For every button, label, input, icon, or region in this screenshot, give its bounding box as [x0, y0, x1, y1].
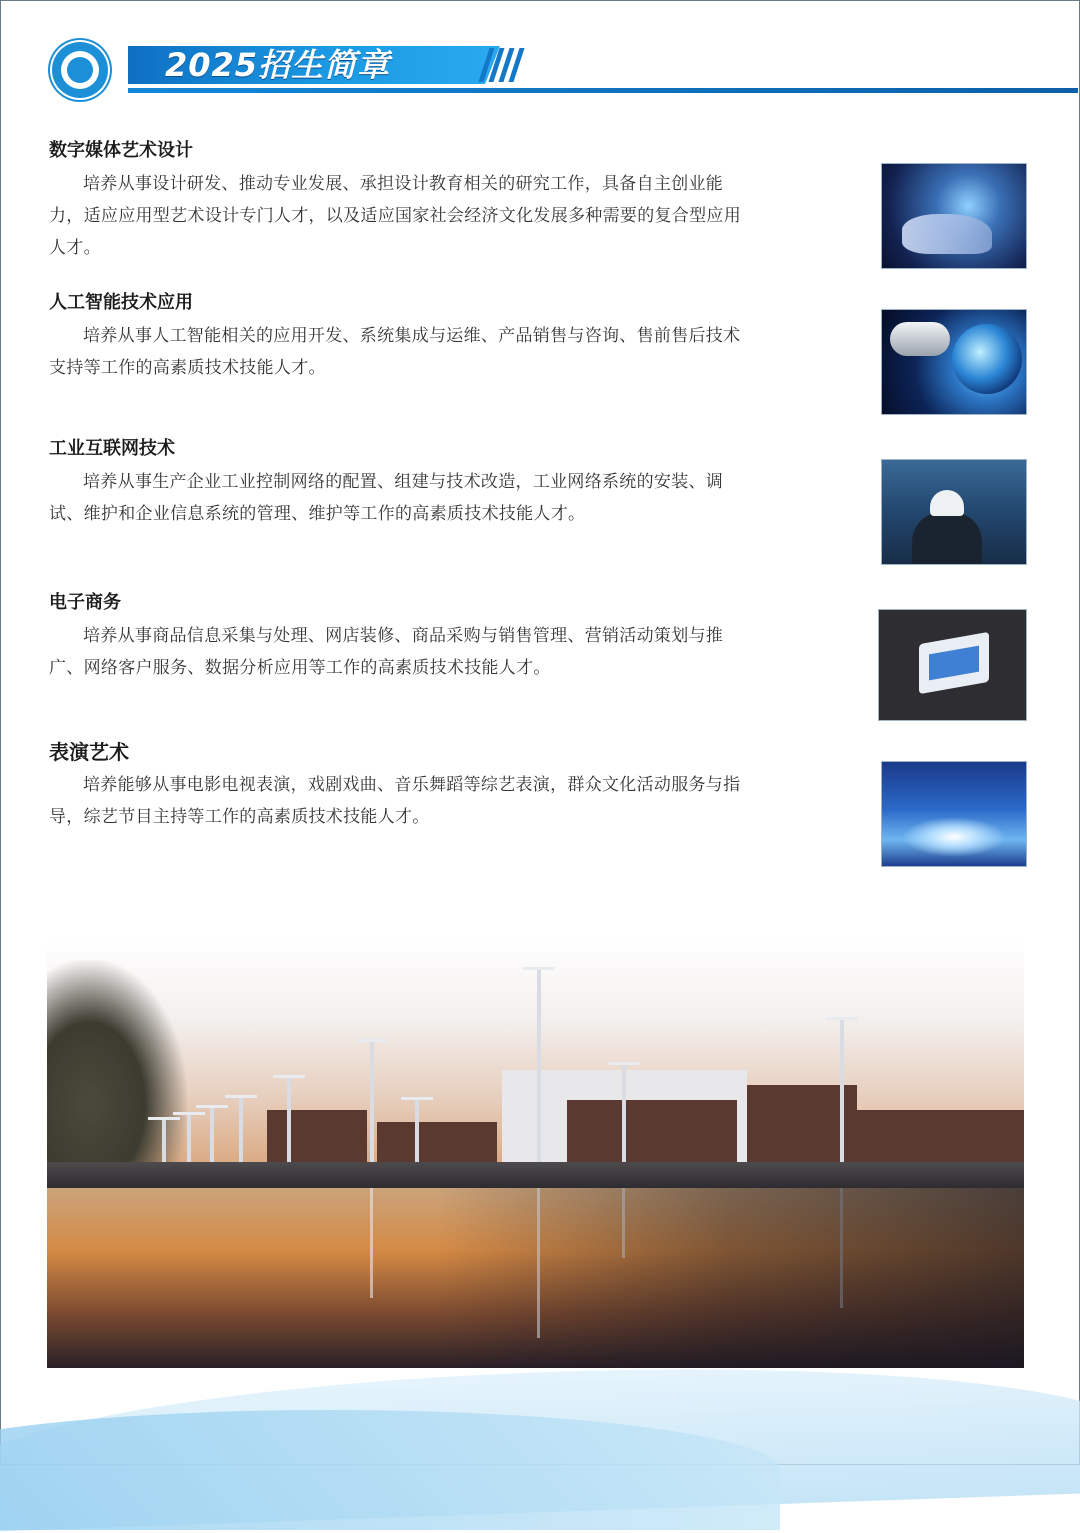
ai-robot-photo	[881, 309, 1027, 415]
digital-media-photo	[881, 163, 1027, 269]
banner-stripes	[484, 48, 534, 82]
program-description: 培养从事人工智能相关的应用开发、系统集成与运维、产品销售与咨询、售前售后技术支持等工作的高素质技术技能人才。	[49, 326, 741, 378]
page-title: 2025招生简章	[165, 46, 391, 84]
stage-performance-photo	[881, 761, 1027, 867]
program-description: 培养从事生产企业工业控制网络的配置、组建与技术改造，工业网络系统的安装、调试、维护和企业信息系统的管理、维护等工作的高素质技术技能人才。	[49, 472, 724, 524]
school-seal-icon	[52, 42, 108, 98]
header-rule	[128, 88, 1078, 93]
campus-sunset-photo	[47, 940, 1024, 1368]
program-title: 数字媒体艺术设计	[49, 140, 193, 161]
program-description: 培养从事设计研发、推动专业发展、承担设计教育相关的研究工作，具备自主创业能力，适应应用型艺术设计专门人才，以及适应国家社会经济文化发展多种需要的复合型应用人才。	[49, 174, 741, 258]
ecommerce-illustration	[878, 609, 1027, 721]
program-title: 电子商务	[49, 592, 121, 613]
program-title: 人工智能技术应用	[49, 292, 193, 313]
program-title: 表演艺术	[49, 740, 129, 764]
program-title: 工业互联网技术	[49, 438, 175, 459]
program-description: 培养从事商品信息采集与处理、网店装修、商品采购与销售管理、营销活动策划与推广、网络客户服务、数据分析应用等工作的高素质技术技能人才。	[49, 626, 724, 678]
industrial-engineer-photo	[881, 459, 1027, 565]
program-description: 培养能够从事电影电视表演，戏剧戏曲、音乐舞蹈等综艺表演，群众文化活动服务与指导，综艺节目主持等工作的高素质技术技能人才。	[49, 775, 741, 827]
